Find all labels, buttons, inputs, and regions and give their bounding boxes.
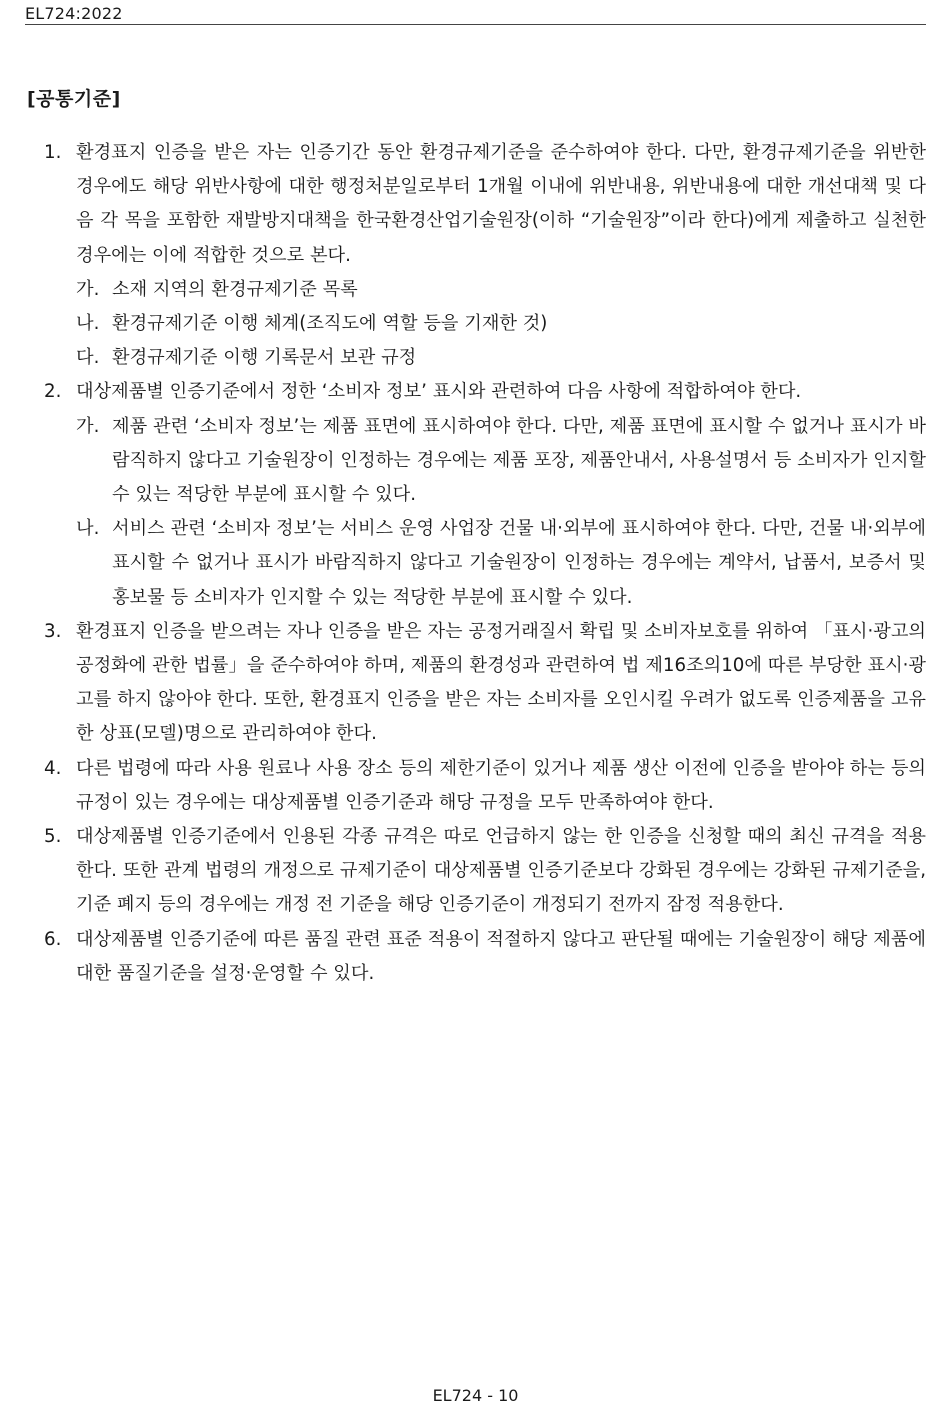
item-number: 1. [44,142,62,163]
sub-item-label: 나. [76,313,100,335]
sub-item-label: 다. [76,347,100,369]
criteria-item [44,375,926,614]
sub-item [44,307,926,341]
criteria-item [44,615,926,752]
sub-item [44,341,926,375]
item-text: 다른 법령에 따라 사용 원료나 사용 장소 등의 제한기준이 있거나 제품 생산 이전에 인증을 받아야 하는 등의 규정이 있는 경우에는 대상제품별 인증기준과 해당 규정을 모두 만족하여야 한다. [76,757,926,813]
sub-item [44,512,926,615]
sub-item-label: 가. [76,415,100,437]
item-paragraph [44,923,926,991]
sub-item-text: 제품 관련 ‘소비자 정보’는 제품 표면에 표시하여야 한다. 다만, 제품 표면에 표시할 수 없거나 표시가 바람직하지 않다고 기술원장이 인정하는 경우에는 제품 포장, 제품안내서, 사용설명서 등 소비자가 인지할 수 있는 적당한 부분에 표시할 수 있다. [112,415,926,506]
criteria-item [44,136,926,375]
item-number: 2. [44,381,62,403]
item-paragraph [44,136,926,273]
criteria-item [44,752,926,820]
item-number: 5. [44,826,62,848]
document-code: EL724:2022 [25,4,123,23]
item-text: 환경표지 인증을 받으려는 자나 인증을 받은 자는 공정거래질서 확립 및 소비자보호를 위하여 「표시·광고의 공정화에 관한 법률」을 준수하여야 하며, 제품의 환경성과 관련하여 법 제16조의10에 따른 부당한 표시·광고를 하지 않아야 한다. 또한, 환경표지 인증을 받은 자는 소비자를 오인시킬 우려가 없도록 인증제품을 고유한 상표(모델)명으로 관리하여야 한다. [76,620,926,745]
item-text: 대상제품별 인증기준에 따른 품질 관련 표준 적용이 적절하지 않다고 판단될 때에는 기술원장이 해당 제품에 대한 품질기준을 설정·운영할 수 있다. [76,928,926,984]
criteria-list [44,136,926,991]
item-text: 대상제품별 인증기준에서 인용된 각종 규격은 따로 언급하지 않는 한 인증을 신청할 때의 최신 규격을 적용한다. 또한 관계 법령의 개정으로 규제기준이 대상제품별 인증기준보다 강화된 경우에는 강화된 규제기준을, 기준 폐지 등의 경우에는 개정 전 기준을 해당 인증기준이 개정되기 전까지 잠정 적용한다. [76,826,926,916]
item-text: 환경표지 인증을 받은 자는 인증기간 동안 환경규제기준을 준수하여야 한다. 다만, 환경규제기준을 위반한 경우에도 해당 위반사항에 대한 행정처분일로부터 1개월 이내에 위반내용, 위반내용에 대한 개선대책 및 다음 각 목을 포함한 재발방지대책을 한국환경산업기술원장(이하 “기술원장”이라 한다)에게 제출하고 실천한 경우에는 이에 적합한 것으로 본다. [76,142,926,266]
sub-item-text: 서비스 관련 ‘소비자 정보’는 서비스 운영 사업장 건물 내·외부에 표시하여야 한다. 다만, 건물 내·외부에 표시할 수 없거나 표시가 바람직하지 않다고 기술원장이 인정하는 경우에는 계약서, 납품서, 보증서 및 홍보물 등 소비자가 인지할 수 있는 적당한 부분에 표시할 수 있다. [112,518,926,608]
item-number: 3. [44,620,62,642]
item-paragraph [44,820,926,923]
sub-item [44,273,926,307]
item-number: 4. [44,757,62,779]
item-number: 6. [44,928,62,950]
header-divider [25,24,926,25]
item-paragraph [44,615,926,752]
criteria-item [44,923,926,991]
section-title: [공통기준] [27,88,121,110]
sub-item-text: 환경규제기준 이행 기록문서 보관 규정 [112,347,417,369]
item-text: 대상제품별 인증기준에서 정한 ‘소비자 정보’ 표시와 관련하여 다음 사항에 적합하여야 한다. [76,381,802,403]
sub-item-label: 가. [76,278,100,300]
sub-item-label: 나. [76,518,100,540]
sub-item-text: 소재 지역의 환경규제기준 목록 [112,278,358,300]
page-number: EL724 - 10 [432,1386,519,1405]
criteria-item [44,820,926,923]
item-paragraph [44,752,926,820]
sub-item [44,410,926,513]
sub-item-text: 환경규제기준 이행 체계(조직도에 역할 등을 기재한 것) [112,313,548,335]
item-paragraph [44,375,926,409]
